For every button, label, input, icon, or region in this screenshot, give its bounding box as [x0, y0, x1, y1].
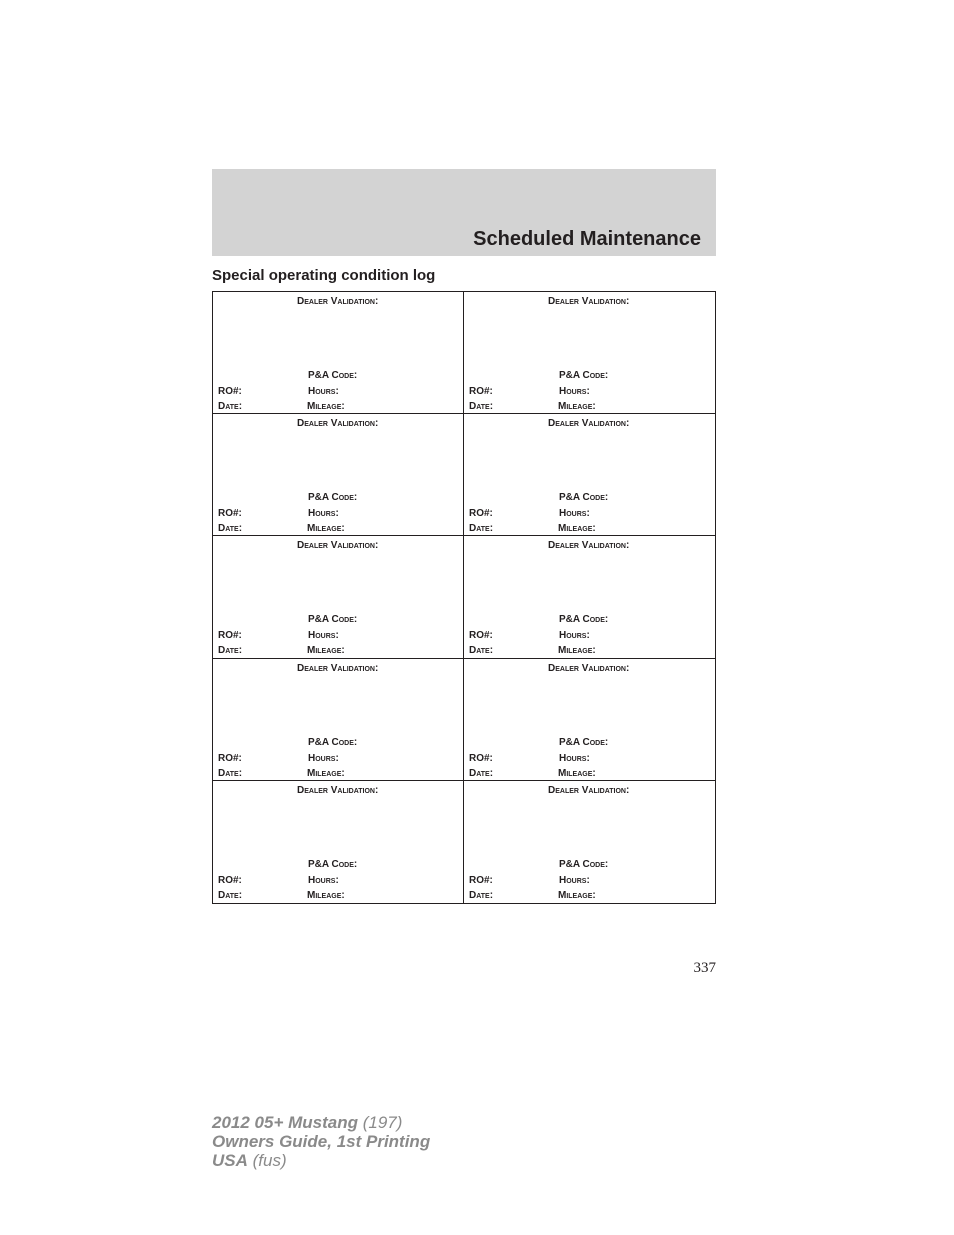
hours-label: Hours:: [559, 508, 590, 520]
footer-market-code: (fus): [252, 1151, 287, 1170]
dealer-validation-label: Dealer Validation:: [297, 784, 379, 796]
hours-label: Hours:: [559, 874, 590, 886]
ro-number-label: RO#:: [218, 508, 242, 520]
log-entry-cell: [213, 292, 464, 414]
date-label: Date:: [469, 889, 494, 901]
footer-market: USA: [212, 1151, 248, 1170]
footer-line-model: [212, 1113, 430, 1132]
log-entry-cell: [464, 781, 715, 903]
dealer-validation-label: Dealer Validation:: [548, 662, 630, 674]
mileage-label: Mileage:: [307, 401, 345, 412]
pa-code-label: P&A Code:: [308, 492, 358, 504]
page-number: 337: [693, 960, 716, 976]
footer-model-code: (197): [362, 1113, 403, 1132]
log-entry-cell: [464, 659, 715, 781]
ro-number-label: RO#:: [218, 752, 242, 764]
ro-number-label: RO#:: [469, 874, 493, 886]
pa-code-label: P&A Code:: [559, 736, 609, 748]
section-title: Special operating condition log: [212, 267, 436, 284]
condition-log-grid: [212, 291, 716, 904]
ro-number-label: RO#:: [218, 630, 242, 642]
dealer-validation-label: Dealer Validation:: [548, 296, 630, 307]
dealer-validation-label: Dealer Validation:: [548, 784, 630, 796]
dealer-validation-label: Dealer Validation:: [548, 540, 630, 552]
dealer-validation-label: Dealer Validation:: [297, 296, 379, 307]
hours-label: Hours:: [308, 752, 339, 764]
mileage-label: Mileage:: [558, 889, 596, 901]
date-label: Date:: [218, 401, 243, 412]
mileage-label: Mileage:: [558, 523, 596, 535]
pa-code-label: P&A Code:: [308, 736, 358, 748]
mileage-label: Mileage:: [558, 401, 596, 412]
mileage-label: Mileage:: [558, 645, 596, 657]
date-label: Date:: [218, 889, 243, 901]
dealer-validation-label: Dealer Validation:: [297, 540, 379, 552]
pa-code-label: P&A Code:: [559, 858, 609, 870]
pa-code-label: P&A Code:: [308, 370, 358, 381]
ro-number-label: RO#:: [469, 752, 493, 764]
dealer-validation-label: Dealer Validation:: [548, 418, 630, 430]
mileage-label: Mileage:: [307, 889, 345, 901]
hours-label: Hours:: [308, 508, 339, 520]
hours-label: Hours:: [308, 630, 339, 642]
log-entry-cell: [213, 781, 464, 903]
header-band: [212, 169, 716, 256]
ro-number-label: RO#:: [218, 386, 242, 397]
footer-line-guide: [212, 1132, 430, 1151]
pa-code-label: P&A Code:: [308, 614, 358, 626]
ro-number-label: RO#:: [469, 508, 493, 520]
log-entry-cell: [213, 414, 464, 536]
mileage-label: Mileage:: [307, 767, 345, 779]
chapter-title: Scheduled Maintenance: [473, 228, 701, 250]
dealer-validation-label: Dealer Validation:: [297, 418, 379, 430]
footer-model: 2012 05+ Mustang: [212, 1113, 358, 1132]
hours-label: Hours:: [308, 386, 339, 397]
log-entry-cell: [464, 414, 715, 536]
mileage-label: Mileage:: [307, 645, 345, 657]
date-label: Date:: [469, 645, 494, 657]
pa-code-label: P&A Code:: [559, 370, 609, 381]
pa-code-label: P&A Code:: [559, 492, 609, 504]
date-label: Date:: [218, 767, 243, 779]
date-label: Date:: [218, 523, 243, 535]
footer-line-market: [212, 1151, 430, 1170]
dealer-validation-label: Dealer Validation:: [297, 662, 379, 674]
log-entry-cell: [213, 536, 464, 658]
date-label: Date:: [469, 523, 494, 535]
log-entry-cell: [464, 536, 715, 658]
date-label: Date:: [469, 401, 494, 412]
mileage-label: Mileage:: [307, 523, 345, 535]
date-label: Date:: [469, 767, 494, 779]
date-label: Date:: [218, 645, 243, 657]
hours-label: Hours:: [559, 752, 590, 764]
hours-label: Hours:: [559, 386, 590, 397]
mileage-label: Mileage:: [558, 767, 596, 779]
document-footer: [212, 1113, 430, 1170]
log-entry-cell: [464, 292, 715, 414]
hours-label: Hours:: [308, 874, 339, 886]
hours-label: Hours:: [559, 630, 590, 642]
ro-number-label: RO#:: [218, 874, 242, 886]
pa-code-label: P&A Code:: [308, 858, 358, 870]
ro-number-label: RO#:: [469, 386, 493, 397]
ro-number-label: RO#:: [469, 630, 493, 642]
log-entry-cell: [213, 659, 464, 781]
pa-code-label: P&A Code:: [559, 614, 609, 626]
footer-guide: Owners Guide, 1st Printing: [212, 1132, 431, 1151]
